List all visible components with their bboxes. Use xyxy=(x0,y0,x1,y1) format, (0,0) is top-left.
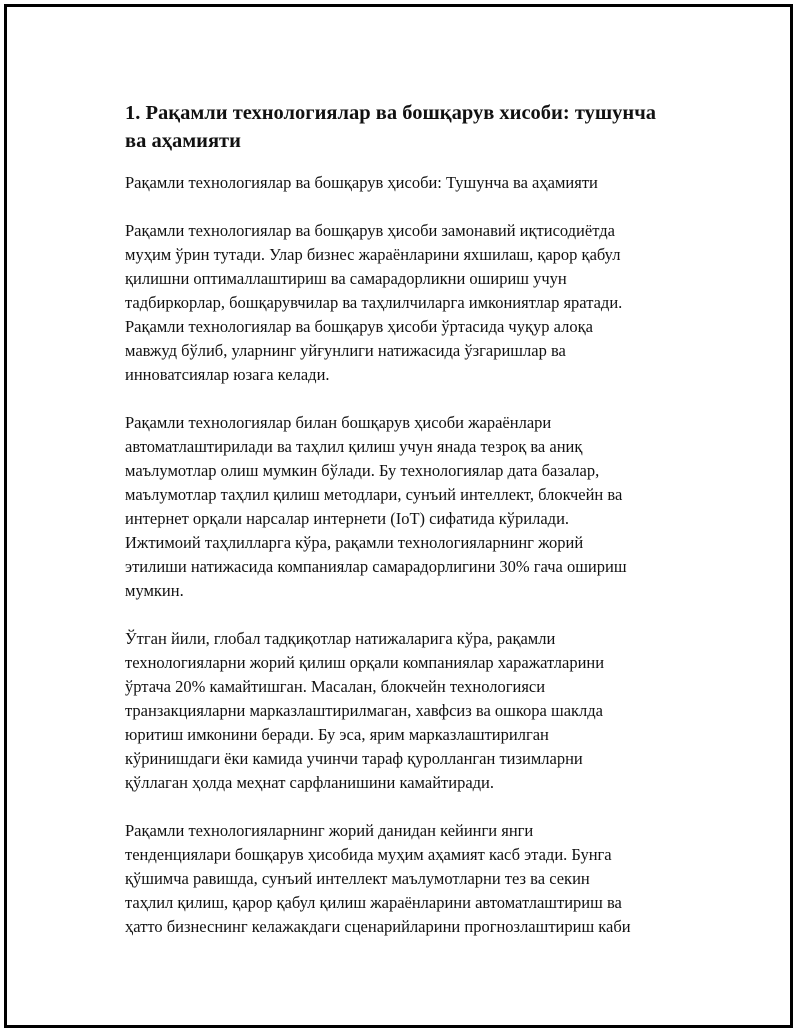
paragraph-line: Рақамли технологиялар билан бошқарув ҳисоби жараёнлари xyxy=(125,413,552,432)
paragraph-1 xyxy=(125,219,725,387)
section-heading xyxy=(125,99,725,155)
heading-line: ва аҳамияти xyxy=(125,130,241,152)
section-subtitle: Рақамли технологиялар ва бошқарув ҳисоби: Тушунча ва аҳамияти xyxy=(125,173,598,192)
paragraph-line: тенденциялари бошқарув ҳисобида муҳим аҳамият касб этади. Бунга xyxy=(125,845,612,864)
page-frame xyxy=(4,4,793,1028)
paragraph-line: транзакцияларни марказлаштирилмаган, хавфсиз ва ошкора шаклда xyxy=(125,701,603,720)
paragraph-line: тадбиркорлар, бошқарувчилар ва таҳлилчиларга имкониятлар яратади. xyxy=(125,293,623,312)
paragraph-line: таҳлил қилиш, қарор қабул қилиш жараёнларини автоматлаштириш ва xyxy=(125,893,622,912)
paragraph-line: ҳатто бизнеснинг келажакдаги сценарийларини прогнозлаштириш каби xyxy=(125,917,631,936)
paragraph-3 xyxy=(125,627,725,795)
paragraph-line: кўринишдаги ёки камида учинчи тараф қуролланган тизимларни xyxy=(125,749,583,768)
document-body xyxy=(125,99,725,963)
paragraph-line: мавжуд бўлиб, уларнинг уйғунлиги натижасида ўзгаришлар ва xyxy=(125,341,566,360)
paragraph-line: автоматлаштирилади ва таҳлил қилиш учун янада тезроқ ва аниқ xyxy=(125,437,583,456)
paragraph-line: ўртача 20% камайтишган. Масалан, блокчейн технологияси xyxy=(125,677,546,696)
paragraph-line: юритиш имконини беради. Бу эса, ярим марказлаштирилган xyxy=(125,725,549,744)
paragraph-line: Ижтимоий таҳлилларга кўра, рақамли технологияларнинг жорий xyxy=(125,533,584,552)
paragraph-line: муҳим ўрин тутади. Улар бизнес жараёнларини яхшилаш, қарор қабул xyxy=(125,245,621,264)
paragraph-line: Рақамли технологиялар ва бошқарув ҳисоби замонавий иқтисодиётда xyxy=(125,221,615,240)
paragraph-2 xyxy=(125,411,725,603)
paragraph-line: маълумотлар олиш мумкин бўлади. Бу технологиялар дата базалар, xyxy=(125,461,600,480)
paragraph-line: мумкин. xyxy=(125,581,184,600)
paragraph-line: технологияларни жорий қилиш орқали компаниялар харажатларини xyxy=(125,653,605,672)
paragraph-line: интернет орқали нарсалар интернети (IoT) сифатида кўрилади. xyxy=(125,509,570,528)
paragraph-line: маълумотлар таҳлил қилиш методлари, сунъий интеллект, блокчейн ва xyxy=(125,485,623,504)
paragraph-line: қўллаган ҳолда меҳнат сарфланишини камайтиради. xyxy=(125,773,494,792)
paragraph-line: инноватсиялар юзага келади. xyxy=(125,365,330,384)
paragraph-line: Рақамли технологиялар ва бошқарув ҳисоби ўртасида чуқур алоқа xyxy=(125,317,593,336)
paragraph-4 xyxy=(125,819,725,939)
paragraph-line: қўшимча равишда, сунъий интеллект маълумотларни тез ва секин xyxy=(125,869,590,888)
paragraph-line: Рақамли технологияларнинг жорий данидан кейинги янги xyxy=(125,821,534,840)
paragraph-line: Ўтган йили, глобал тадқиқотлар натижаларига кўра, рақамли xyxy=(125,629,556,648)
paragraph-line: этилиши натижасида компаниялар самарадорлигини 30% гача ошириш xyxy=(125,557,627,576)
heading-line: 1. Рақамли технологиялар ва бошқарув хисоби: тушунча xyxy=(125,102,657,124)
paragraph-line: қилишни оптималлаштириш ва самарадорликни ошириш учун xyxy=(125,269,567,288)
